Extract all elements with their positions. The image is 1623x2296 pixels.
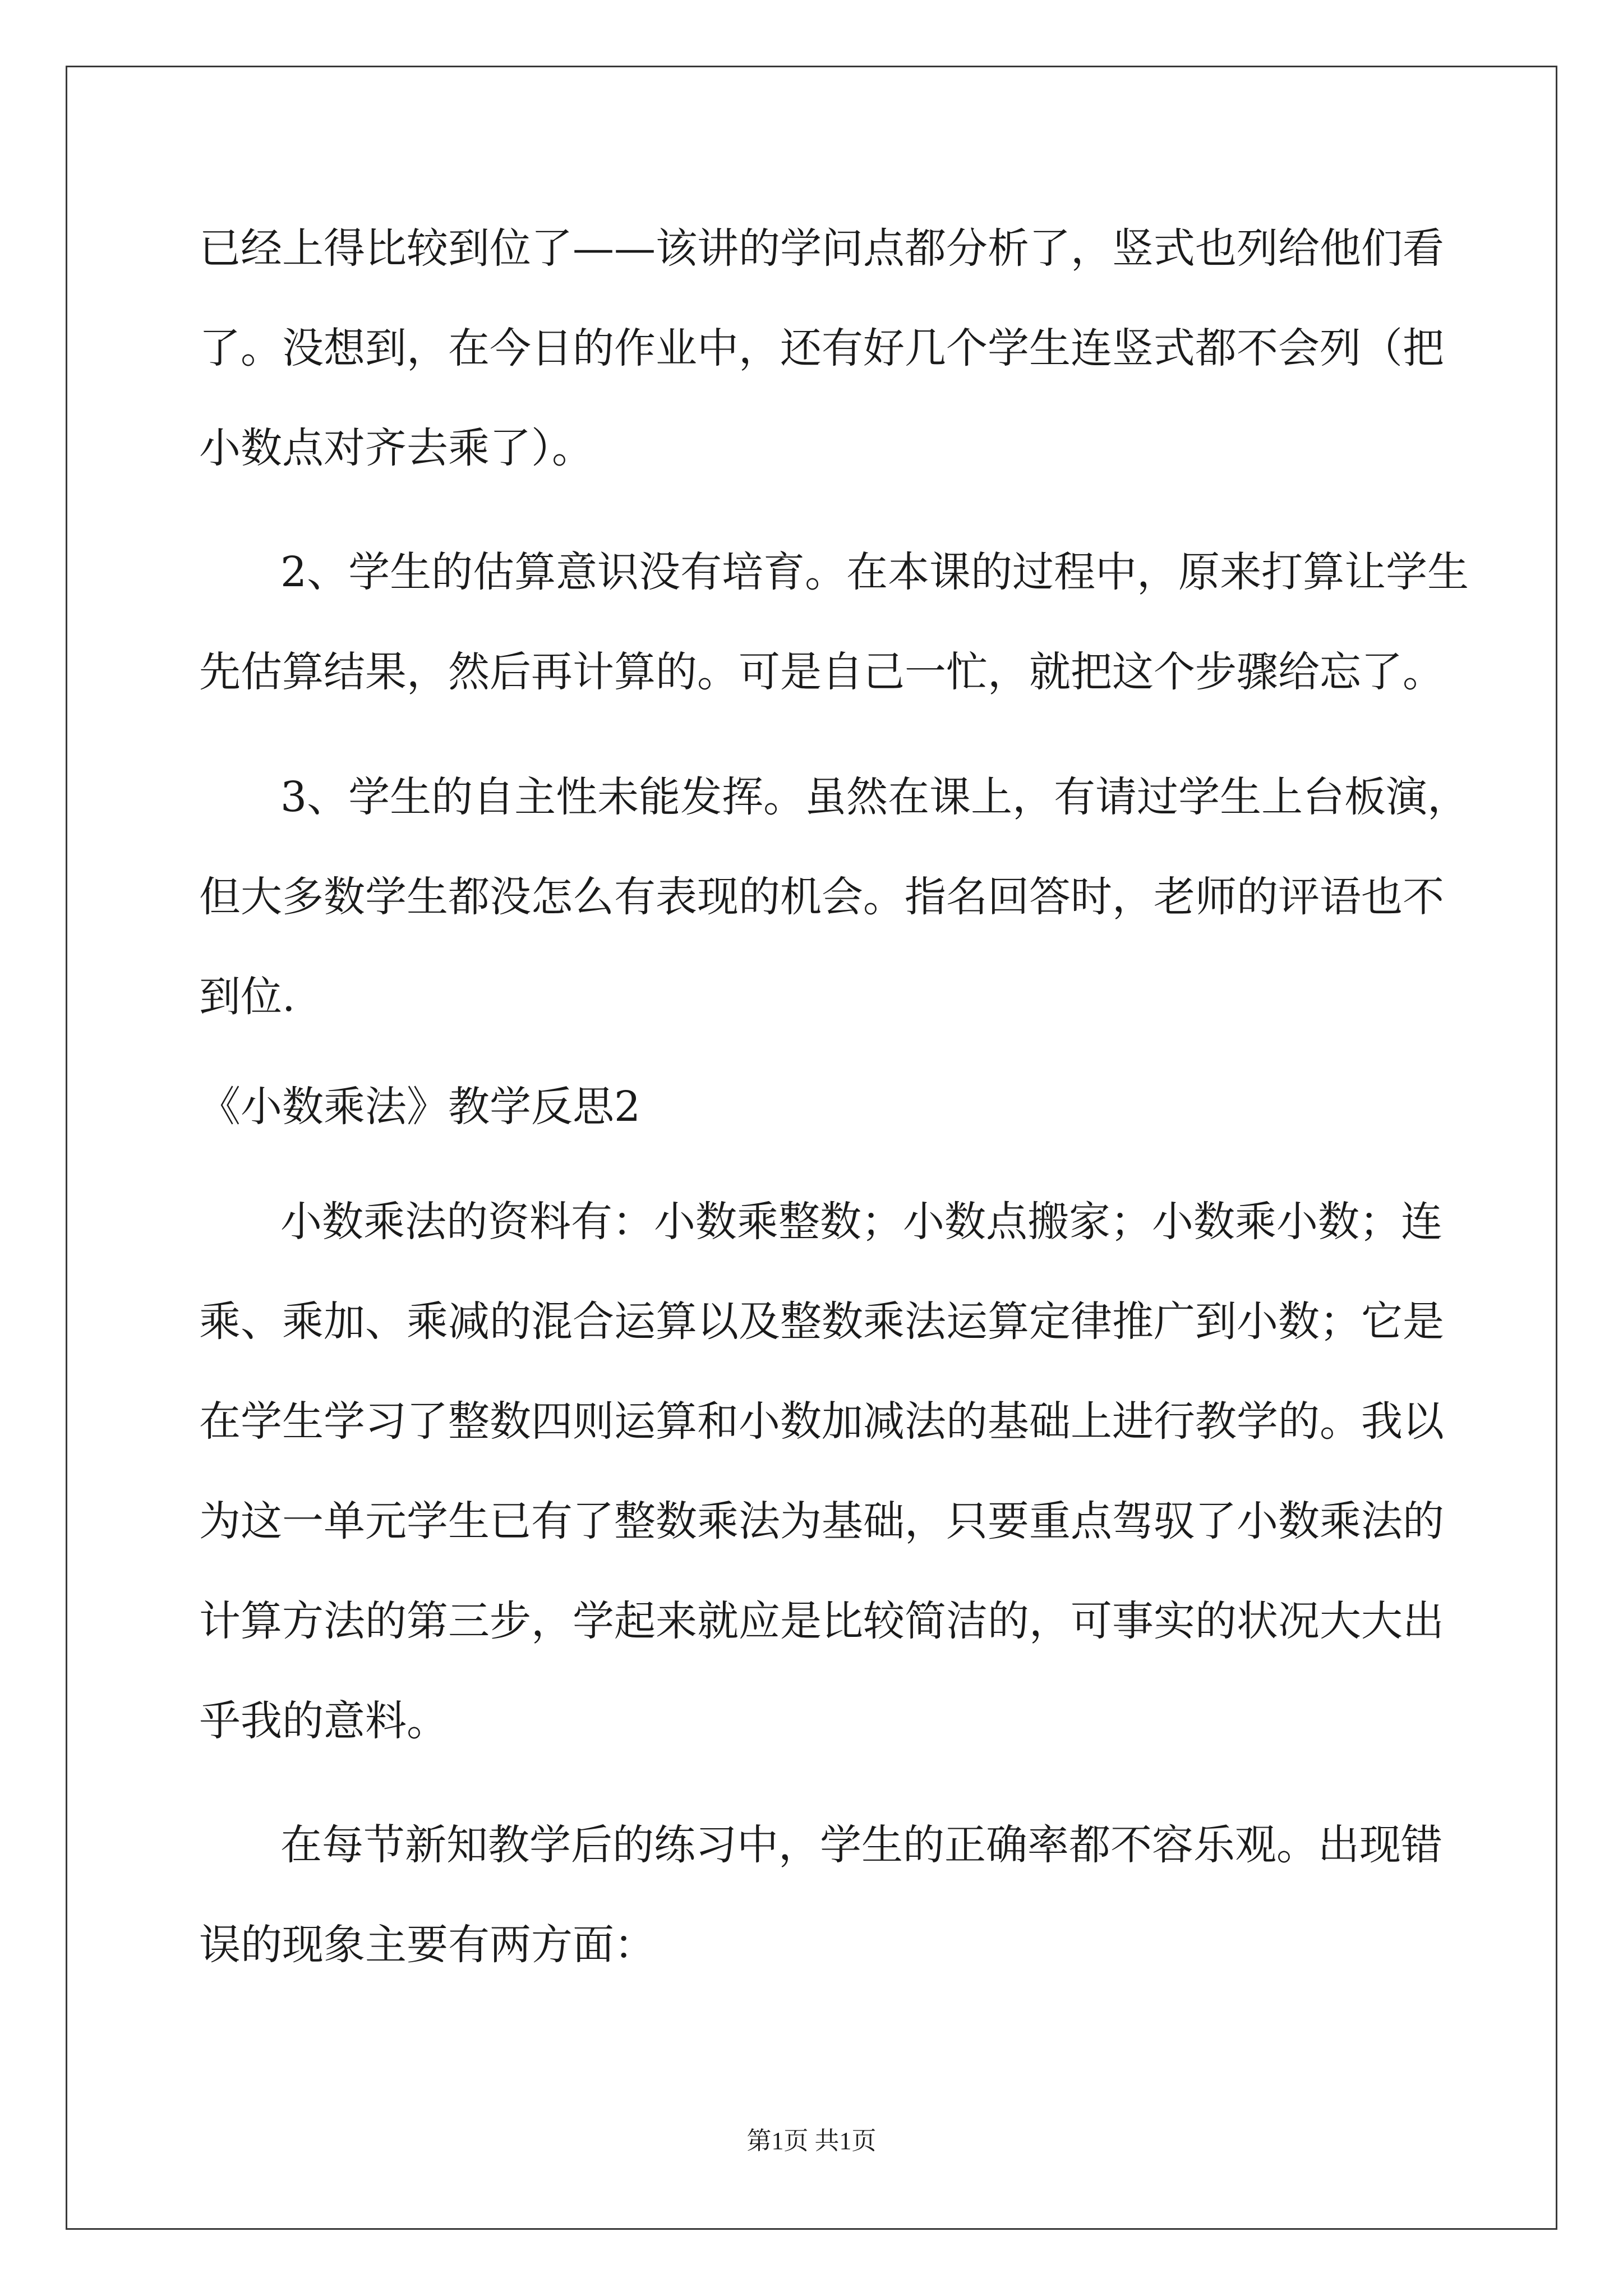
paragraph-line: 小数点对齐去乘了）。 [199, 424, 593, 472]
section-heading: 《小数乘法》教学反思2 [199, 1083, 641, 1131]
paragraph-line: 在学生学习了整数四则运算和小数加减法的基础上进行教学的。我以 [199, 1397, 1444, 1446]
paragraph-line: 乘、乘加、乘减的混合运算以及整数乘法运算定律推广到小数；它是 [199, 1297, 1444, 1346]
paragraph-line: 为这一单元学生已有了整数乘法为基础，只要重点驾驭了小数乘法的 [199, 1497, 1444, 1545]
paragraph-line: 乎我的意料。 [199, 1697, 448, 1745]
paragraph-line: 到位. [199, 973, 296, 1021]
paragraph-line: 2、学生的估算意识没有培育。在本课的过程中，原来打算让学生 [280, 548, 1469, 596]
paragraph-line: 已经上得比较到位了——该讲的学问点都分析了，竖式也列给他们看 [199, 224, 1444, 273]
paragraph-line: 误的现象主要有两方面： [199, 1921, 656, 1969]
paragraph-line: 了。没想到，在今日的作业中，还有好几个学生连竖式都不会列（把 [199, 324, 1444, 372]
paragraph-line: 先估算结果，然后再计算的。可是自己一忙，就把这个步骤给忘了。 [199, 648, 1444, 696]
paragraph-line: 但大多数学生都没怎么有表现的机会。指名回答时，老师的评语也不 [199, 873, 1444, 921]
paragraph-line: 计算方法的第三步，学起来就应是比较简洁的，可事实的状况大大出 [199, 1597, 1444, 1645]
page-number-footer: 第1页 共1页 [746, 2127, 877, 2155]
page-border [66, 66, 1557, 2230]
paragraph-line: 3、学生的自主性未能发挥。虽然在课上，有请过学生上台板演， [280, 773, 1469, 821]
paragraph-line: 在每节新知教学后的练习中，学生的正确率都不容乐观。出现错 [280, 1821, 1442, 1869]
paragraph-line: 小数乘法的资料有：小数乘整数；小数点搬家；小数乘小数；连 [280, 1198, 1442, 1246]
